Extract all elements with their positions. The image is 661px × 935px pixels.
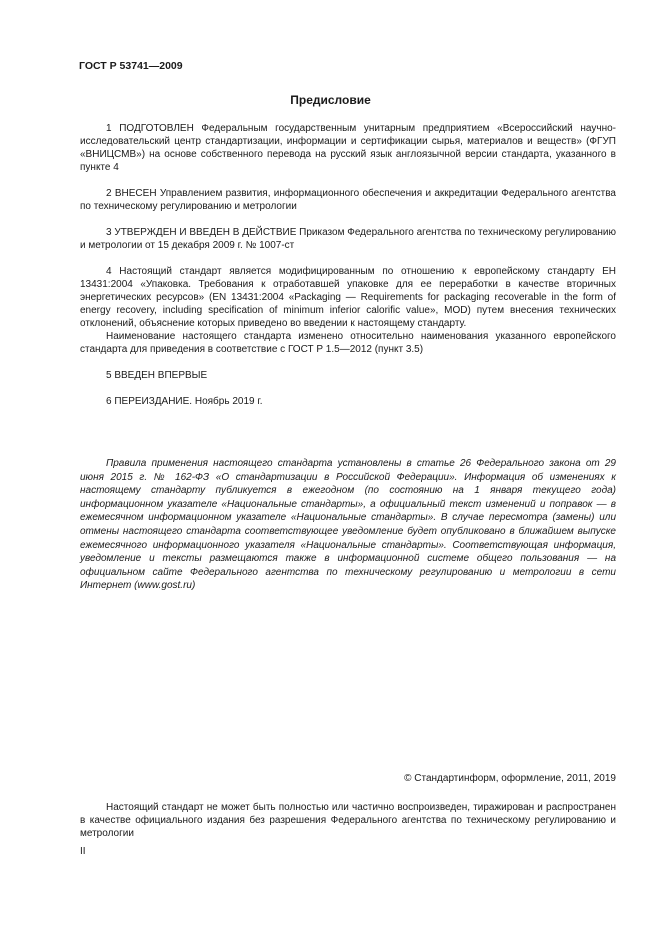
section-title: Предисловие: [290, 93, 371, 107]
paragraph-reissue: 6 ПЕРЕИЗДАНИЕ. Ноябрь 2019 г.: [106, 396, 263, 407]
paragraph-first-introduced: 5 ВВЕДЕН ВПЕРВЫЕ: [106, 370, 208, 381]
copyright-line: © Стандартинформ, оформление, 2011, 2019: [404, 773, 616, 784]
paragraph-prepared-by: 1 ПОДГОТОВЛЕН Федеральным государственным унитарным предприятием «Всероссийский научно-исследовательский центр стандартизации, информации и сертификации сырья, материалов и веществ» (ФГУП «ВНИЦСМВ») на основе собственного перевода на русский язык англоязычной версии стандарта, указанного в пункте 4: [80, 123, 616, 173]
foreword-body: [80, 122, 616, 408]
paragraph-name-change: Наименование настоящего стандарта изменено относительно наименования указанного европейского стандарта для приведения в соответствие с ГОСТ Р 1.5—2012 (пункт 3.5): [80, 331, 616, 355]
usage-notice: Правила применения настоящего стандарта установлены в статье 26 Федерального закона от 29 июня 2015 г. № 162-ФЗ «О стандартизации в Российской Федерации». Информация об изменениях к настоящему стандарту публикуется в ежегодном (по состоянию на 1 января текущего года) информационном указателе «Национальные стандарты», а официальный текст изменений и поправок — в ежемесячном информационном указателе «Национальные стандарты». В случае пересмотра (замены) или отмены настоящего стандарта соответствующее уведомление будет опубликовано в ближайшем выпуске ежемесячного информационного указателя «Национальные стандарты». Соответствующая информация, уведомление и тексты размещаются также в информационной системе общего пользования — на официальном сайте Федерального агентства по техническому регулированию и метрологии в сети Интернет (www.gost.ru): [80, 458, 616, 592]
rights-statement: Настоящий стандарт не может быть полностью или частично воспроизведен, тиражирован и распространен в качестве официального издания без разрешения Федерального агентства по техническому регулированию и метрологии: [80, 802, 616, 839]
paragraph-approved: 3 УТВЕРЖДЕН И ВВЕДЕН В ДЕЙСТВИЕ Приказом Федерального агентства по техническому регулированию и метрологии от 15 декабря 2009 г. № 1007-ст: [80, 227, 616, 251]
paragraph-modification: 4 Настоящий стандарт является модифицированным по отношению к европейскому стандарту ЕН 13431:2004 «Упаковка. Требования к отработавшей упаковке для ее переработки в качестве вторичных энергетических ресурсов» (EN 13431:2004 «Packaging — Requirements for packaging recoverable in the form of energy recovery, including specification of minimum inferior calorific value», MOD) путем внесения технических отклонений, объяснение которых приведено во введении к настоящему стандарту.: [80, 266, 616, 329]
document-code: ГОСТ Р 53741—2009: [79, 60, 183, 72]
paragraph-introduced-by: 2 ВНЕСЕН Управлением развития, информационного обеспечения и аккредитации Федерального агентства по техническому регулированию и метрологии: [80, 188, 616, 212]
page-number: II: [80, 846, 86, 857]
